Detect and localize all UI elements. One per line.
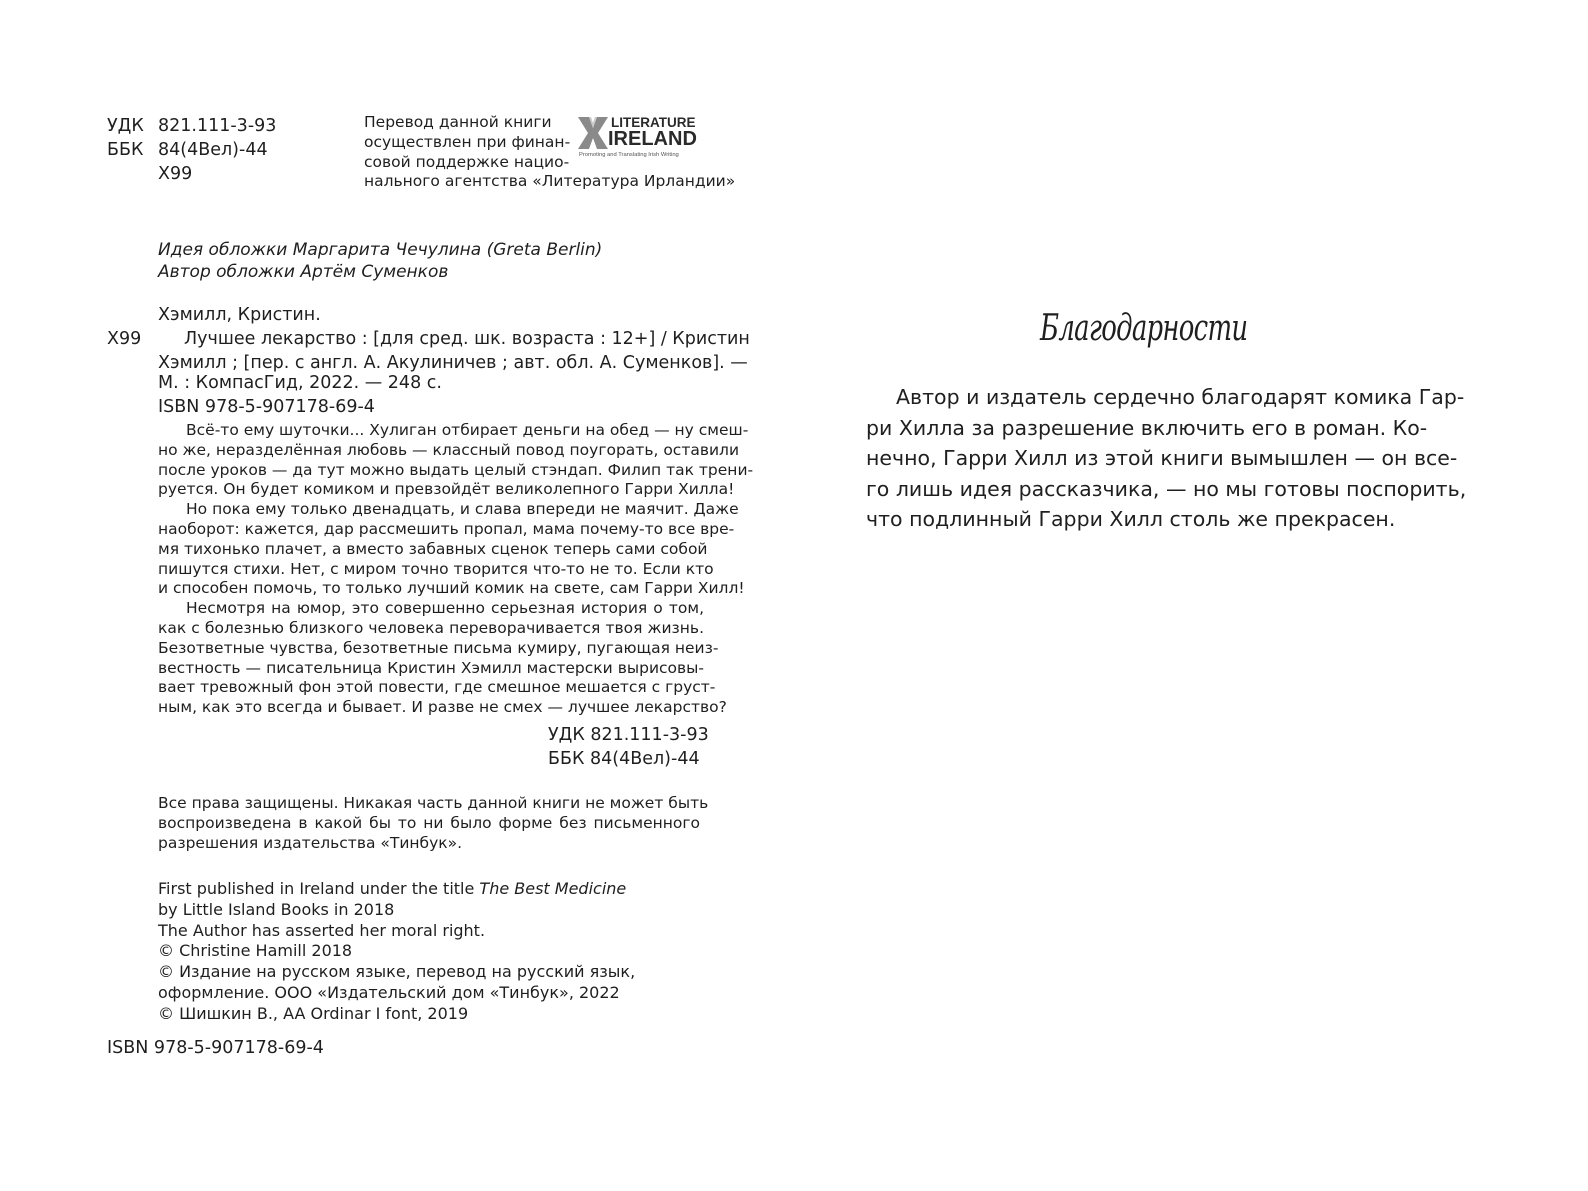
ack-line: нечно, Гарри Хилл из этой книги вымышлен — он все-	[866, 446, 1458, 470]
udk-value: 821.111-3-93	[158, 116, 277, 136]
annotation-line: но же, неразделённая любовь — классный повод поугорать, оставили	[158, 440, 740, 459]
copyright-line: оформление. ООО «Издательский дом «Тинбук», 2022	[158, 982, 620, 1002]
bib-mark: Х99	[107, 329, 142, 349]
annotation-line: Всё-то ему шуточки... Хулиган отбирает деньги на обед — ну смеш-	[186, 421, 749, 439]
acknowledgements-text	[866, 382, 1467, 535]
annotation-line: вает тревожный фон этой повести, где смешное мешается с груст-	[158, 678, 716, 697]
literature-ireland-logo	[577, 114, 705, 160]
bib-line: М. : КомпасГид, 2022. — 248 с.	[158, 373, 442, 393]
rights-line: Все права защищены. Никакая часть данной книги не может быть	[158, 794, 709, 812]
bib-isbn: ISBN 978-5-907178-69-4	[158, 397, 375, 417]
annotation-line: ным, как это всегда и бывает. И разве не смех — лучшее лекарство?	[158, 698, 727, 717]
author-mark: Х99	[158, 164, 193, 184]
annotation-line: после уроков — да тут можно выдать целый стэндап. Филип так трени-	[158, 460, 754, 479]
copyright-line: © Christine Hamill 2018	[158, 941, 353, 961]
logo-word-literature: LITERATURE	[611, 115, 696, 130]
isbn-bottom: ISBN 978-5-907178-69-4	[107, 1038, 324, 1058]
bib-heading: Хэмилл, Кристин.	[158, 305, 321, 325]
annotation-line: пишутся стихи. Нет, с миром точно творится что-то не то. Если кто	[158, 559, 714, 578]
logo-word-ireland: IRELAND	[608, 128, 697, 150]
logo-tagline: Promoting and Translating Irish Writing	[579, 152, 679, 158]
udk-label: УДК	[107, 116, 144, 136]
translation-line: Перевод данной книги	[364, 113, 552, 131]
translation-line: осуществлен при финан-	[364, 132, 571, 151]
annotation-line: мя тихонько плачет, а вместо забавных сценок теперь сами собой	[158, 539, 708, 558]
copyright-line: © Издание на русском языке, перевод на русский язык,	[158, 962, 636, 982]
x-mark-icon	[577, 116, 609, 150]
rights-line: воспроизведена в какой бы то ни было форме без письменного	[158, 813, 700, 832]
translation-line: совой поддержке нацио-	[364, 152, 570, 171]
copyright-line: The Author has asserted her moral right.	[158, 920, 486, 940]
bbk-value: 84(4Вел)-44	[158, 140, 268, 160]
cover-author-credit: Автор обложки Артём Суменков	[158, 262, 449, 282]
copyright-line: by Little Island Books in 2018	[158, 899, 395, 919]
ack-line: Автор и издатель сердечно благодарят комика Гар-	[896, 385, 1465, 409]
copyright-line: © Шишкин В., AA Ordinar I font, 2019	[158, 1003, 469, 1023]
acknowledgements-title: Благодарности	[1040, 308, 1248, 349]
cover-idea-credit: Идея обложки Маргарита Чечулина (Greta Berlin)	[158, 240, 603, 260]
annotation-line: наоборот: кажется, дар рассмешить пропал, мама почему-то все вре-	[158, 519, 735, 538]
original-title-line	[158, 879, 635, 900]
bbk-repeat: ББК 84(4Вел)-44	[548, 749, 700, 769]
bib-line: Лучшее лекарство : [для сред. шк. возраста : 12+] / Кристин	[184, 329, 750, 349]
copyright-block	[158, 879, 635, 1025]
annotation-line: Но пока ему только двенадцать, и слава впереди не маячит. Даже	[186, 500, 739, 519]
original-title-prefix: First published in Ireland under the title	[158, 879, 480, 898]
annotation-line: вестность — писательница Кристин Хэмилл мастерски вырисовы-	[158, 658, 704, 677]
ack-line: го лишь идея рассказчика, — но мы готовы поспорить,	[866, 476, 1467, 501]
udk-repeat: УДК 821.111-3-93	[548, 725, 709, 745]
annotation-line: Безответные чувства, безответные письма кумиру, пугающая неиз-	[158, 638, 719, 657]
original-title: The Best Medicine	[479, 879, 627, 898]
annotation-line: руется. Он будет комиком и превзойдёт великолепного Гарри Хилла!	[158, 480, 735, 499]
annotation-line: и способен помочь, то только лучший комик на свете, сам Гарри Хилл!	[158, 579, 745, 598]
translation-line: нального агентства «Литература Ирландии»	[364, 172, 736, 191]
bib-line: Хэмилл ; [пер. с англ. А. Акулиничев ; авт. обл. А. Суменков]. —	[158, 353, 748, 373]
annotation-line: как с болезнью близкого человека переворачивается твоя жизнь.	[158, 618, 704, 637]
ack-line: что подлинный Гарри Хилл столь же прекрасен.	[866, 507, 1396, 531]
rights-notice	[158, 794, 709, 853]
annotation-line: Несмотря на юмор, это совершенно серьезная история о том,	[186, 599, 704, 618]
rights-line: разрешения издательства «Тинбук».	[158, 833, 463, 852]
annotation	[158, 421, 754, 718]
bbk-label: ББК	[107, 140, 144, 160]
ack-line: ри Хилла за разрешение включить его в роман. Ко-	[866, 415, 1428, 440]
